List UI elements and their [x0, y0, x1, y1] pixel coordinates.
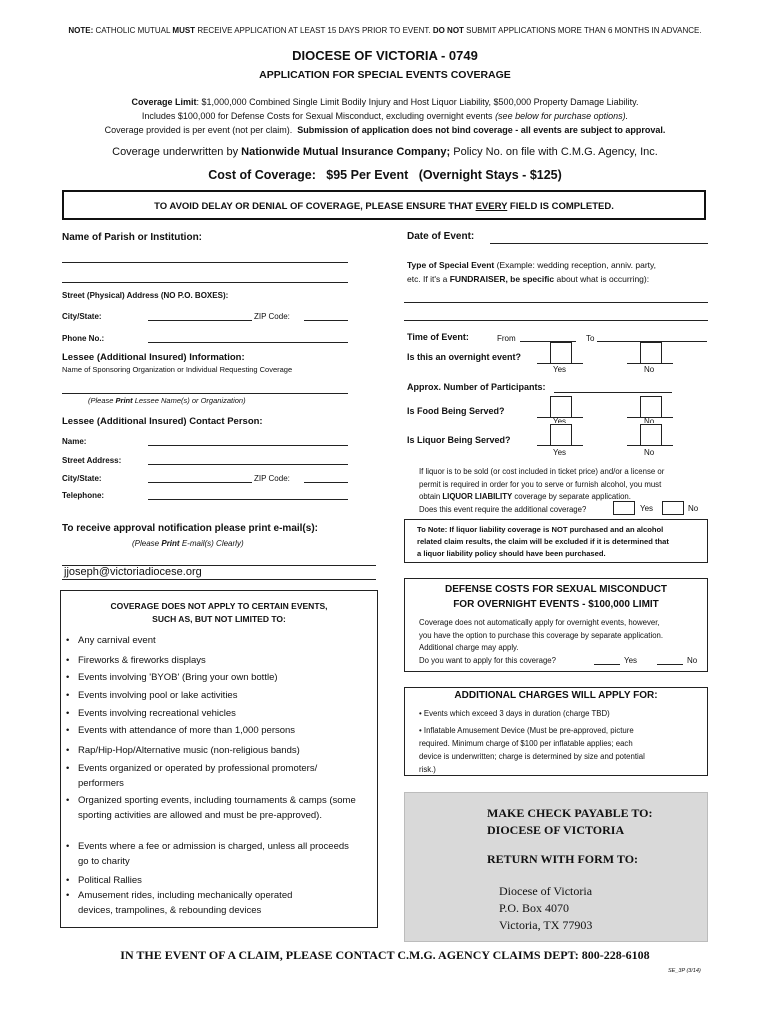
- liquor-to-note-box: To Note: If liquor liability coverage is NOT purchased and an alcohol related claim results, the claim will be excluded if it is determined that a liquor liability policy should have been purchased.: [404, 519, 708, 563]
- list-item: • Organized sporting events, including tournaments & camps (some sporting activities are allowed and must be pre-approved).: [66, 795, 356, 821]
- overnight-no-line: [627, 363, 673, 364]
- food-yes-checkbox[interactable]: [550, 396, 572, 418]
- liquor-yes-line: [537, 445, 583, 446]
- charges-title: ADDITIONAL CHARGES WILL APPLY FOR:: [454, 690, 658, 701]
- list-item: • Rap/Hip-Hop/Alternative music (non-religious bands): [66, 745, 300, 756]
- contact-name-input[interactable]: [148, 445, 348, 446]
- parish-input-line-1[interactable]: [62, 262, 348, 263]
- defense-no-input[interactable]: [657, 664, 683, 665]
- city2-label: City/State:: [62, 474, 102, 483]
- email-line-bottom: [62, 579, 376, 580]
- contact-zip-input[interactable]: [304, 482, 348, 483]
- liquor-yes-checkbox[interactable]: [550, 424, 572, 446]
- defense-no-label: No: [687, 656, 698, 665]
- city-input[interactable]: [148, 320, 252, 321]
- lessee-label: Lessee (Additional Insured) Information:: [62, 352, 245, 363]
- overnight-no-checkbox[interactable]: [640, 342, 662, 364]
- liquor-additional-yes-label: Yes: [640, 504, 654, 513]
- parish-input-line-2[interactable]: [62, 282, 348, 283]
- payable-heading: MAKE CHECK PAYABLE TO: DIOCESE OF VICTORIA: [487, 806, 653, 837]
- liquor-additional-yes-checkbox[interactable]: [613, 501, 635, 515]
- food-label: Is Food Being Served?: [407, 406, 505, 416]
- parish-label: Name of Parish or Institution:: [62, 232, 203, 243]
- list-item: • Political Rallies: [66, 875, 142, 886]
- food-yes-label: Yes: [553, 417, 567, 423]
- contact-tel-input[interactable]: [148, 499, 348, 500]
- date-input[interactable]: [490, 243, 708, 244]
- overnight-label: Is this an overnight event?: [407, 352, 522, 362]
- participants-label: Approx. Number of Participants:: [407, 382, 546, 392]
- return-heading: RETURN WITH FORM TO:: [487, 852, 639, 866]
- lessee-input[interactable]: [62, 393, 348, 394]
- food-no-checkbox[interactable]: [640, 396, 662, 418]
- list-item: • Events involving 'BYOB' (Bring your own bottle): [66, 672, 278, 683]
- page-subtitle: APPLICATION FOR SPECIAL EVENTS COVERAGE: [259, 69, 511, 81]
- claims-footer: IN THE EVENT OF A CLAIM, PLEASE CONTACT C.M.G. AGENCY CLAIMS DEPT: 800-228-6108: [120, 948, 650, 962]
- form-code: SE_3P (3/14): [668, 968, 701, 974]
- from-label: From: [497, 334, 516, 343]
- defense-yes-input[interactable]: [594, 664, 620, 665]
- list-item: • Fireworks & fireworks displays: [66, 655, 206, 666]
- list-item: • Events involving pool or lake activities: [66, 690, 238, 701]
- zip-label: ZIP Code:: [254, 312, 290, 321]
- liquor-label: Is Liquor Being Served?: [407, 435, 511, 445]
- tel-label: Telephone:: [62, 491, 105, 500]
- overnight-yes-line: [537, 363, 583, 364]
- list-item: • Amusement rides, including mechanically operated devices, trampolines, & rebounding devices: [66, 890, 293, 916]
- liquor-note: If liquor is to be sold (or cost included in ticket price) and/or a license or permit is required in order for you to serve or furnish alcohol, you must obtain LIQUOR LIABILITY coverage by separate application. Does this event require the additional coverage?: [419, 467, 665, 514]
- overnight-yes-label: Yes: [553, 365, 567, 374]
- email-label: To receive approval notification please print e-mail(s):: [62, 523, 318, 534]
- city-label: City/State:: [62, 312, 102, 321]
- top-note: NOTE: CATHOLIC MUTUAL MUST RECEIVE APPLICATION AT LEAST 15 DAYS PRIOR TO EVENT. DO NOT SUBMIT APPLICATIONS MORE THAN 6 MONTHS IN ADVANCE.: [68, 26, 702, 35]
- defense-yes-label: Yes: [624, 656, 638, 665]
- liquor-additional-no-checkbox[interactable]: [662, 501, 684, 515]
- coverage-text: Coverage Limit: $1,000,000 Combined Single Limit Bodily Injury and Host Liquor Liability, $500,000 Property Damage Liability. Includes $100,000 for Defense Costs for Sexual Misconduct, excluding overnight events (see below for purchase options). Coverage provided is per event (not per claim). Submission of application does not bind coverage - all events are subject to approval.: [104, 97, 666, 135]
- liquor-additional-no-label: No: [688, 504, 699, 513]
- time-label: Time of Event:: [407, 332, 469, 342]
- lessee-sublabel: Name of Sponsoring Organization or Individual Requesting Coverage: [62, 365, 293, 374]
- list-item: • Events where a fee or admission is charged, unless all proceeds go to charity: [66, 841, 349, 867]
- list-item: • Events involving recreational vehicles: [66, 708, 236, 719]
- event-type-input-1[interactable]: [404, 302, 708, 303]
- list-item: • Any carnival event: [66, 635, 156, 646]
- overnight-no-label: No: [644, 365, 655, 374]
- to-label: To: [586, 334, 595, 343]
- liquor-no-label: No: [644, 448, 655, 457]
- food-no-label: No: [644, 417, 655, 423]
- date-label: Date of Event:: [407, 231, 475, 242]
- charges-text: • Events which exceed 3 days in duration (charge TBD) • Inflatable Amusement Device (Must be pre-approved, picture required. Minimum charge of $100 per inflatable applies; each device is underwritten; charge is determined by size and potential risk.): [419, 709, 645, 774]
- street-label: Street (Physical) Address (NO P.O. BOXES):: [62, 291, 229, 300]
- defense-text: Coverage does not automatically apply for overnight events, however, you have the option to purchase this coverage by separate application. Additional charge may apply. Do you want to apply for this coverage?: [419, 618, 664, 665]
- completion-banner: TO AVOID DELAY OR DENIAL OF COVERAGE, PLEASE ENSURE THAT EVERY FIELD IS COMPLETED.: [62, 190, 706, 220]
- liquor-no-checkbox[interactable]: [640, 424, 662, 446]
- email-note: (Please Print E-mail(s) Clearly): [132, 539, 244, 548]
- lessee-print-note: (Please Print Lessee Name(s) or Organization): [88, 396, 246, 405]
- underwritten-line: Coverage underwritten by Nationwide Mutual Insurance Company; Policy No. on file with C.M.G. Agency, Inc.: [112, 146, 658, 158]
- participants-input[interactable]: [554, 392, 672, 393]
- list-item: • Events with attendance of more than 1,000 persons: [66, 725, 296, 736]
- liquor-yes-label: Yes: [553, 448, 567, 457]
- contact-city-input[interactable]: [148, 482, 252, 483]
- zip-input[interactable]: [304, 320, 348, 321]
- name-label: Name:: [62, 437, 87, 446]
- exclusions-title: COVERAGE DOES NOT APPLY TO CERTAIN EVENTS, SUCH AS, BUT NOT LIMITED TO:: [110, 601, 328, 624]
- event-type-label: Type of Special Event (Example: wedding reception, anniv. party, etc. If it's a FUNDRAISER, be specific about what is occurring):: [407, 260, 656, 284]
- mailing-address: Diocese of Victoria P.O. Box 4070 Victoria, TX 77903: [499, 884, 593, 932]
- page-title: DIOCESE OF VICTORIA - 0749: [292, 48, 478, 63]
- defense-title: DEFENSE COSTS FOR SEXUAL MISCONDUCT FOR OVERNIGHT EVENTS - $100,000 LIMIT: [444, 584, 668, 610]
- phone-input[interactable]: [148, 342, 348, 343]
- street2-label: Street Address:: [62, 456, 122, 465]
- contact-label: Lessee (Additional Insured) Contact Person:: [62, 416, 263, 427]
- contact-street-input[interactable]: [148, 464, 348, 465]
- event-type-input-2[interactable]: [404, 320, 708, 321]
- email-input[interactable]: jjoseph@victoriadiocese.org: [64, 566, 202, 578]
- overnight-yes-checkbox[interactable]: [550, 342, 572, 364]
- list-item: • Events organized or operated by professional promoters/ performers: [66, 763, 318, 789]
- phone-label: Phone No.:: [62, 334, 105, 343]
- liquor-no-line: [627, 445, 673, 446]
- cost-of-coverage: Cost of Coverage: $95 Per Event (Overnight Stays - $125): [208, 168, 562, 182]
- zip2-label: ZIP Code:: [254, 474, 290, 483]
